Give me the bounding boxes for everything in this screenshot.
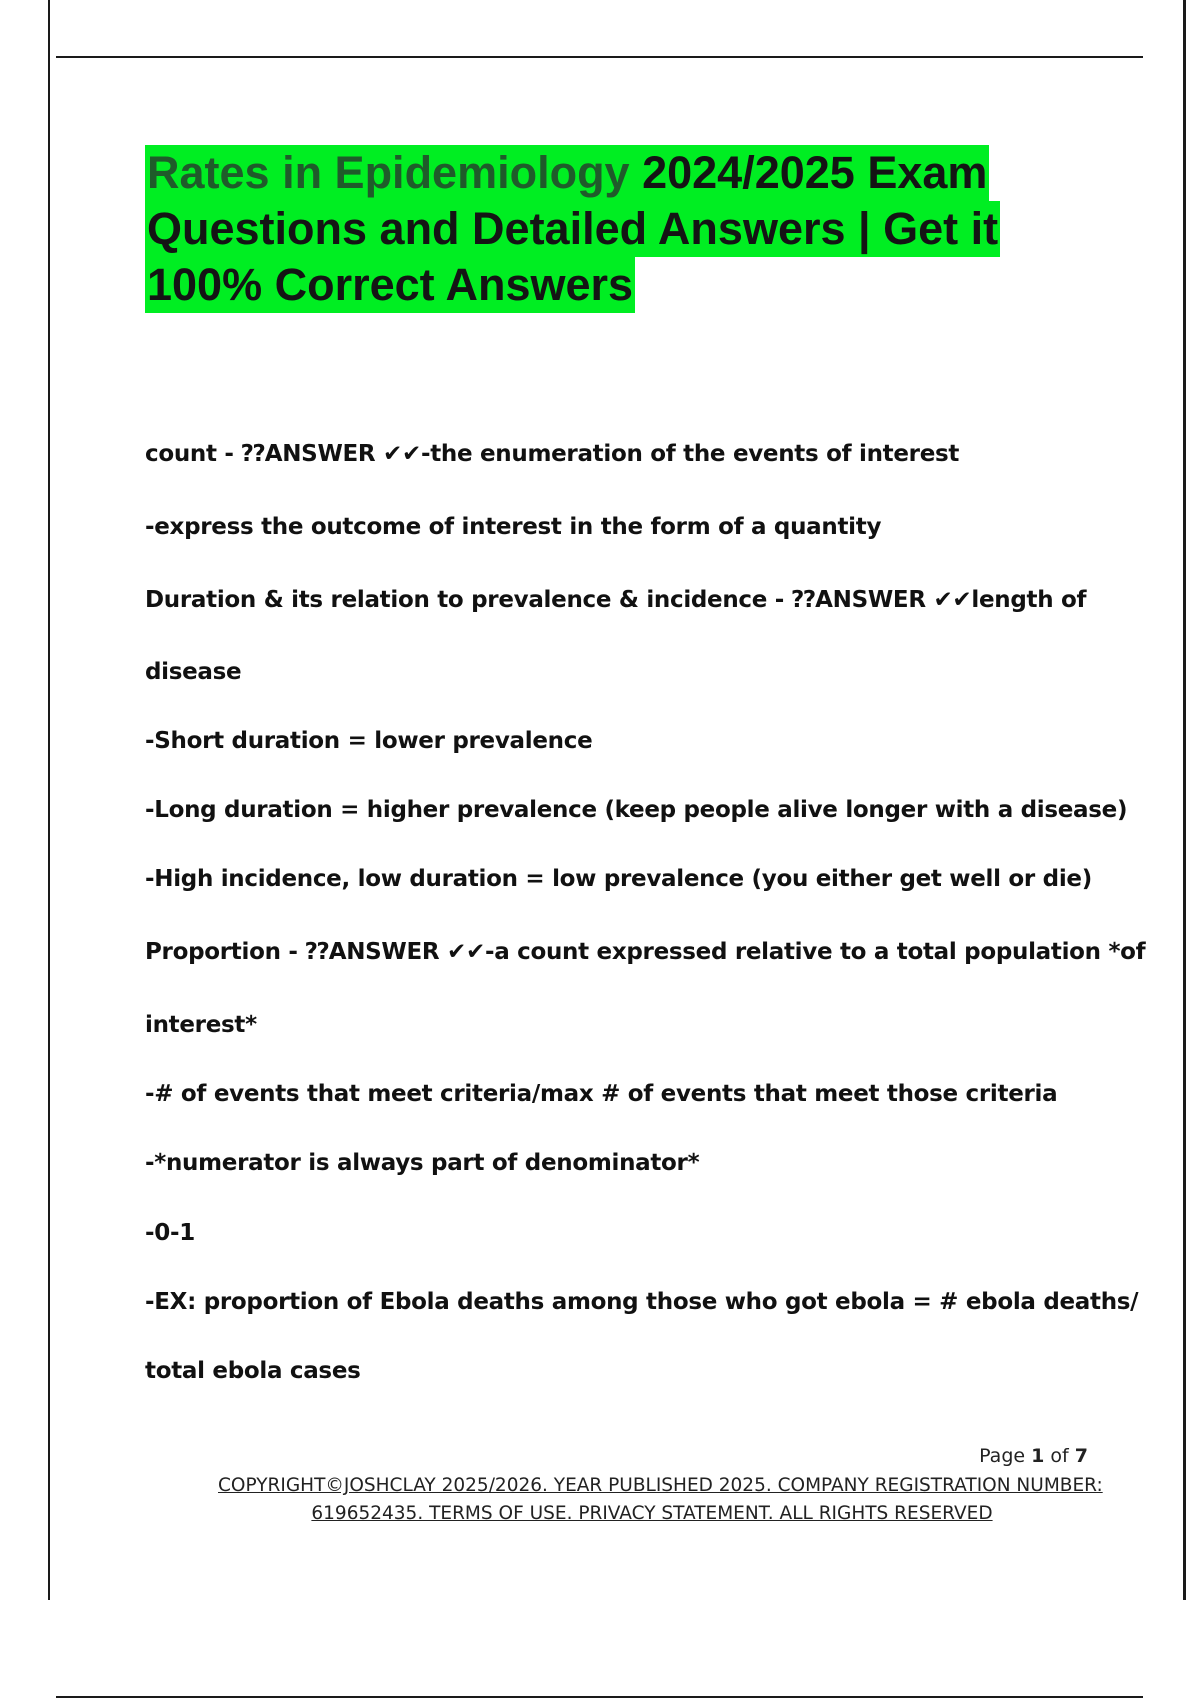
page-total: 7 (1074, 1445, 1088, 1467)
copyright-line-2: 619652435. TERMS OF USE. PRIVACY STATEMENT. ALL RIGHTS RESERVED (311, 1503, 993, 1524)
qa-line: Proportion - ⁇ANSWER ✔✔-a count expressed relative to a total population *of (145, 939, 1146, 965)
title-line-1 (145, 145, 989, 201)
qa-line: total ebola cases (145, 1358, 361, 1384)
qa-line: disease (145, 659, 242, 685)
qa-line: -Long duration = higher prevalence (keep people alive longer with a disease) (145, 797, 1128, 823)
title-line-3: 100% Correct Answers (145, 257, 635, 313)
title-line-1-part-2: 2024/2025 Exam (629, 147, 988, 198)
document-title (145, 145, 1075, 313)
title-line-1-part-1: Rates in Epidemiology (147, 147, 630, 198)
qa-line: interest* (145, 1012, 257, 1038)
page-border-left (48, 0, 50, 1600)
qa-line: count - ⁇ANSWER ✔✔-the enumeration of the events of interest (145, 441, 960, 467)
page-border-right (1183, 0, 1186, 1600)
qa-line: -EX: proportion of Ebola deaths among those who got ebola = # ebola deaths/ (145, 1289, 1139, 1315)
copyright-line-1: COPYRIGHT©JOSHCLAY 2025/2026. YEAR PUBLISHED 2025. COMPANY REGISTRATION NUMBER: (218, 1475, 1103, 1496)
copyright-notice (218, 1472, 1103, 1528)
qa-line: -express the outcome of interest in the form of a quantity (145, 514, 882, 540)
qa-line: -0-1 (145, 1220, 195, 1246)
qa-line: -# of events that meet criteria/max # of events that meet those criteria (145, 1081, 1058, 1107)
title-line-2: Questions and Detailed Answers | Get it (145, 201, 1000, 257)
page-label: Page (979, 1445, 1032, 1467)
page-of: of (1044, 1445, 1075, 1467)
header-rule (56, 56, 1143, 58)
footer-rule (56, 1696, 1143, 1698)
page-number (979, 1445, 1088, 1467)
page-current: 1 (1031, 1445, 1045, 1467)
qa-line: -*numerator is always part of denominator* (145, 1150, 700, 1176)
qa-line: Duration & its relation to prevalence & incidence - ⁇ANSWER ✔✔length of (145, 587, 1087, 613)
qa-line: -High incidence, low duration = low prevalence (you either get well or die) (145, 866, 1092, 892)
qa-line: -Short duration = lower prevalence (145, 728, 593, 754)
